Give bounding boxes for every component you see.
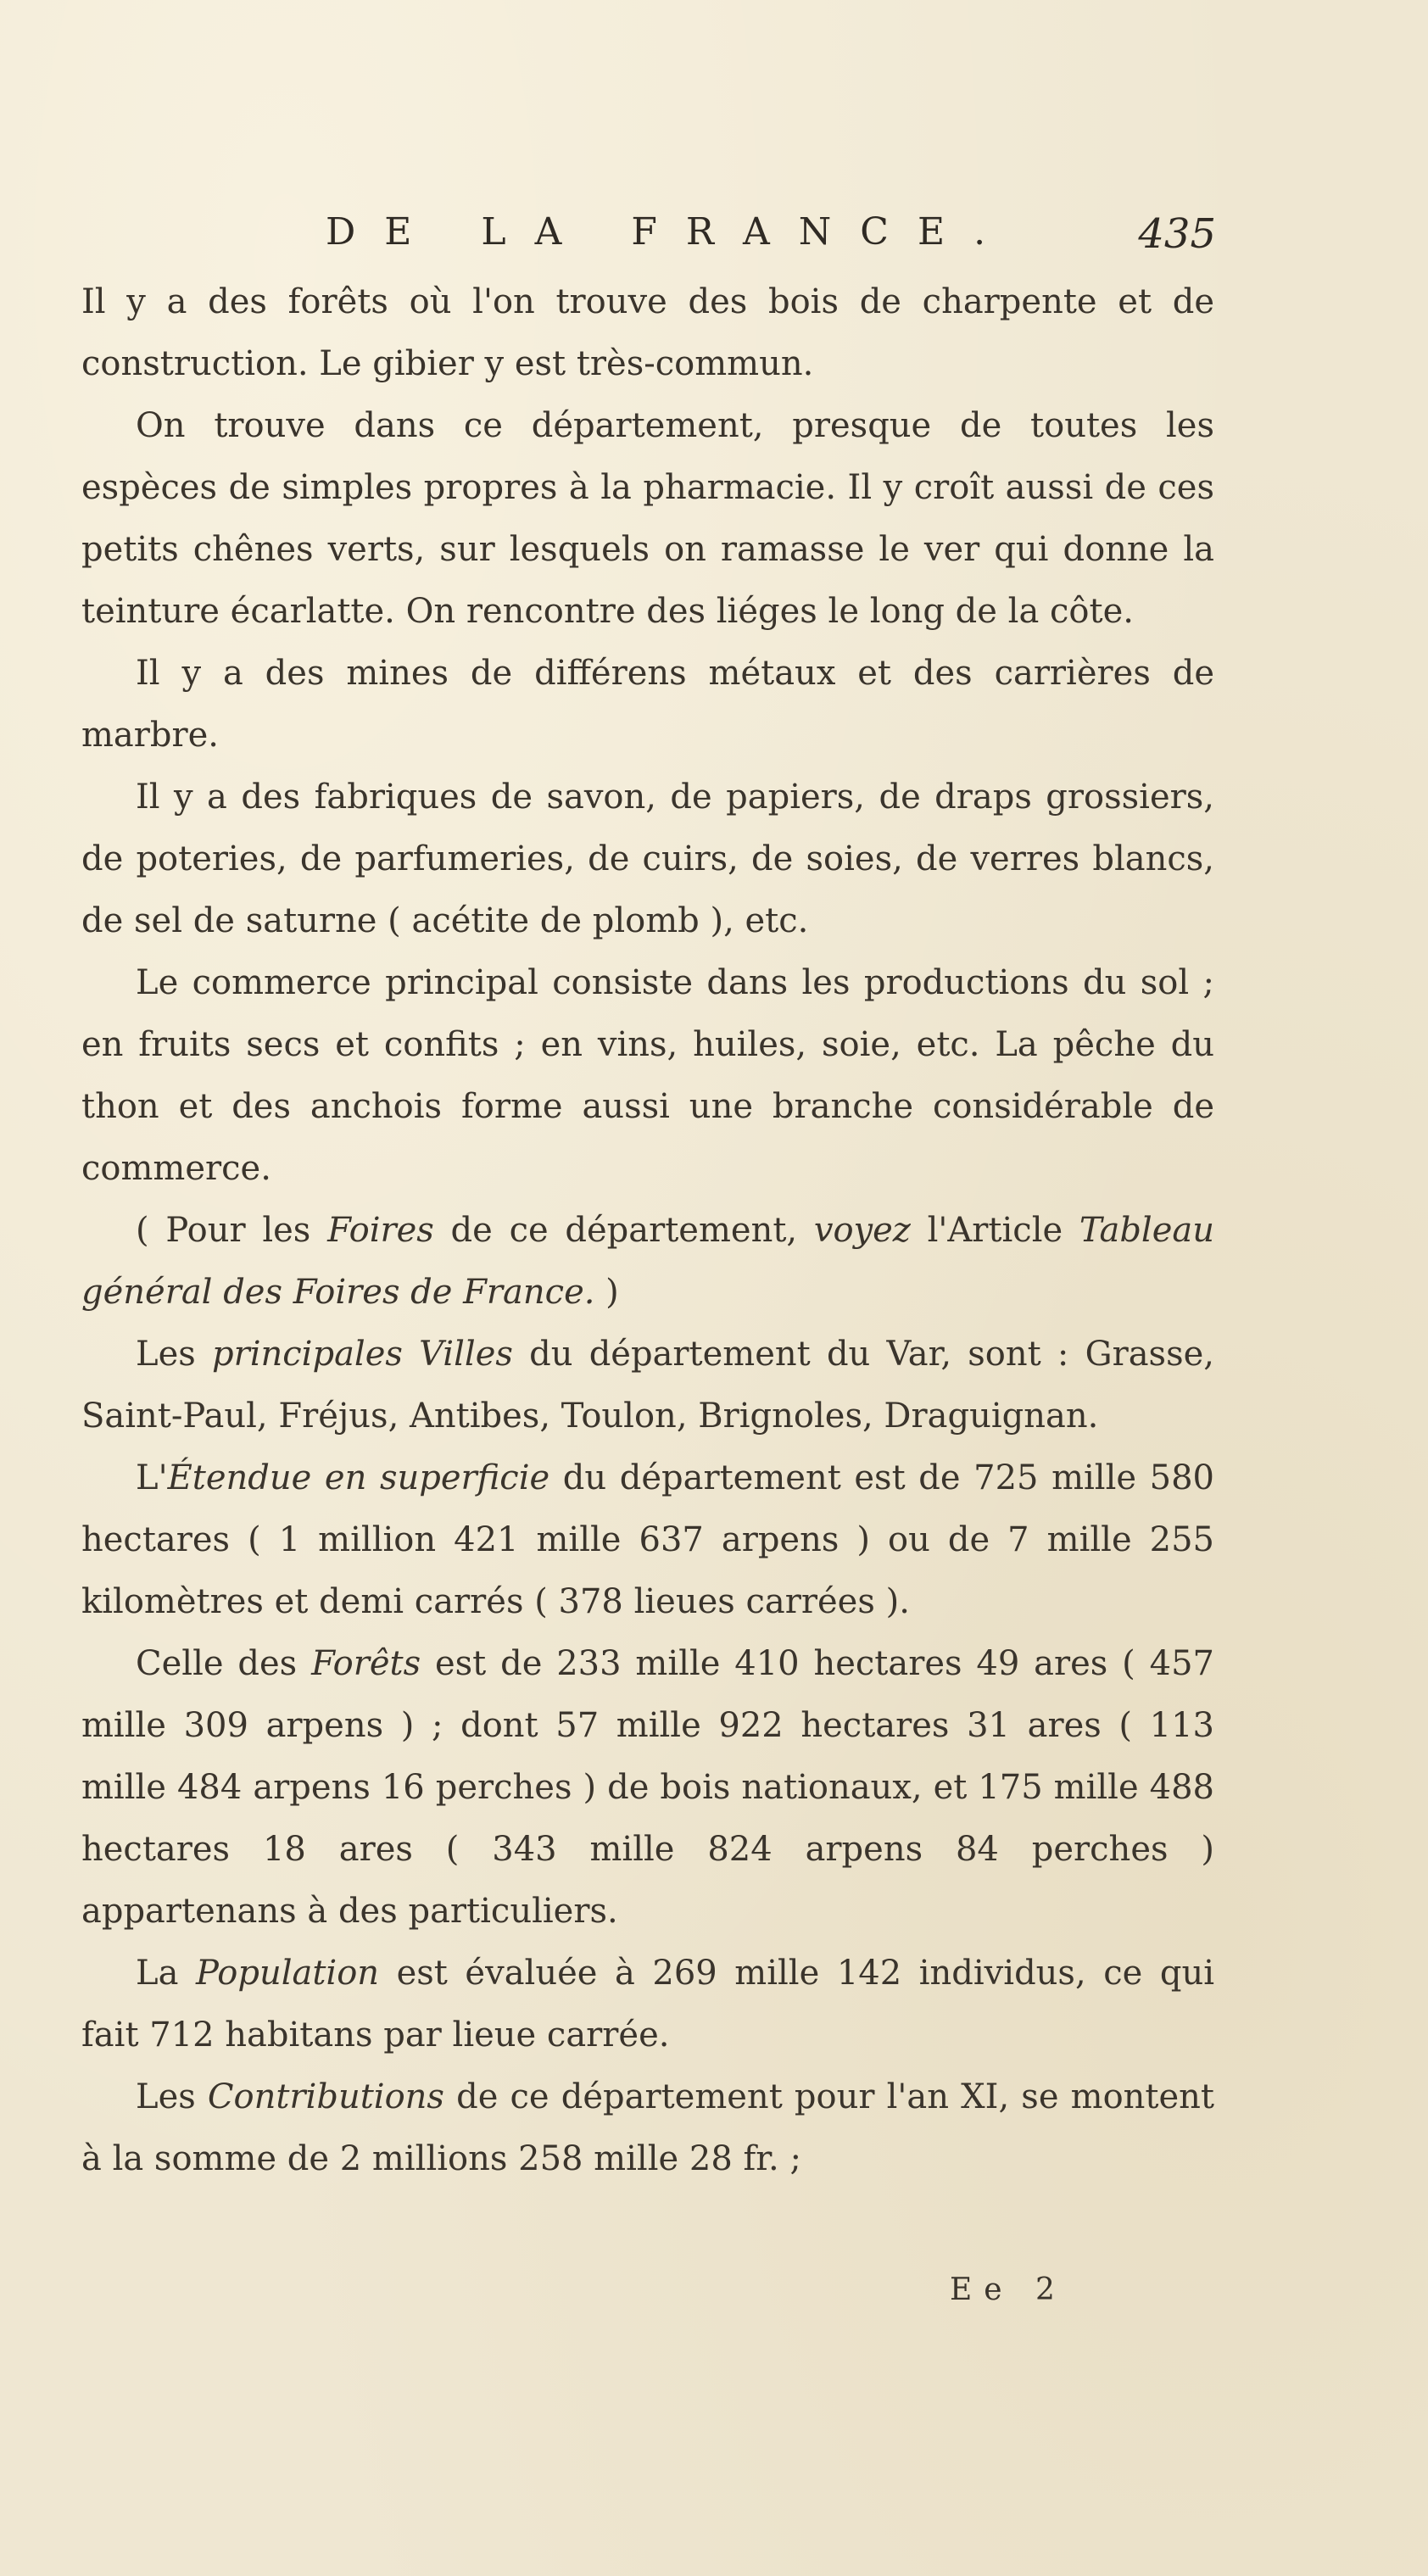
text-run: Il y a des forêts où l'on trouve des bois de charpente et de construction. Le gibier y est très-commun. bbox=[81, 282, 1214, 383]
italic-text: Forêts bbox=[311, 1644, 421, 1683]
paragraph bbox=[81, 643, 1214, 767]
italic-text: Tableau général des Foires de France. bbox=[81, 1211, 1214, 1312]
text-run: L' bbox=[136, 1458, 168, 1497]
paragraph bbox=[81, 395, 1214, 643]
text-run: l'Article bbox=[910, 1211, 1079, 1250]
italic-text: Contributions bbox=[207, 2077, 444, 2116]
paragraph bbox=[81, 1447, 1214, 1633]
text-run: La bbox=[136, 1954, 196, 1993]
paragraph bbox=[81, 271, 1214, 395]
signature-mark: Ee 2 bbox=[950, 2272, 1067, 2307]
paragraph bbox=[81, 1324, 1214, 1447]
text-run: On trouve dans ce département, presque de toutes les espèces de simples propres à la pharmacie. Il y croît aussi de ces petits chênes verts, sur lesquels on ramasse le ver qui donne la teinture écarlatte. On rencontre des liéges le long de la côte. bbox=[81, 406, 1214, 631]
text-run: Les bbox=[136, 1335, 212, 1374]
paragraph bbox=[81, 2066, 1214, 2190]
text-run: Il y a des mines de différens métaux et des carrières de marbre. bbox=[81, 654, 1214, 755]
italic-text: Population bbox=[195, 1954, 380, 1993]
text-run: du département est de 725 mille 580 hectares ( 1 million 421 mille 637 arpens ) ou de 7 mille 255 kilomètres et demi carrés ( 378 lieues carrées ). bbox=[81, 1458, 1215, 1621]
text-run: Il y a des fabriques de savon, de papiers, de draps grossiers, de poteries, de parfumeries, de cuirs, de soies, de verres blancs, de sel de saturne ( acétite de plomb ), etc. bbox=[81, 778, 1214, 940]
running-title: DE LA FRANCE. bbox=[326, 210, 1015, 254]
text-run: Celle des bbox=[136, 1644, 312, 1683]
text-run: Le commerce principal consiste dans les productions du sol ; en fruits secs et confits ; en vins, huiles, soie, etc. La pêche du thon et des anchois forme aussi une branche considérable de commerce. bbox=[81, 963, 1214, 1188]
italic-text: voyez bbox=[813, 1211, 911, 1250]
italic-text: principales Villes bbox=[211, 1335, 513, 1374]
paragraph bbox=[81, 767, 1214, 952]
italic-text: Foires bbox=[327, 1211, 434, 1250]
paragraph bbox=[81, 1200, 1214, 1324]
text-run: du département du Var, sont : Grasse, Saint-Paul, Fréjus, Antibes, Toulon, Brignoles, Draguignan. bbox=[81, 1335, 1214, 1436]
text-run: Les bbox=[136, 2077, 208, 2116]
italic-text: Étendue en superficie bbox=[167, 1458, 550, 1497]
text-run: est de 233 mille 410 hectares 49 ares ( 457 mille 309 arpens ) ; dont 57 mille 922 hectares 31 ares ( 113 mille 484 arpens 16 perches ) de bois nationaux, et 175 mille 488 hectares 18 ares ( 343 mille 824 arpens 84 perches ) appartenans à des particuliers. bbox=[81, 1644, 1214, 1931]
text-run: ( Pour les bbox=[136, 1211, 328, 1250]
paragraph bbox=[81, 952, 1214, 1200]
body-text bbox=[81, 271, 1214, 2190]
paragraph bbox=[81, 1633, 1214, 1943]
paragraph bbox=[81, 1943, 1214, 2066]
page-number: 435 bbox=[1138, 210, 1216, 258]
text-run: est évaluée à 269 mille 142 individus, ce qui fait 712 habitans par lieue carrée. bbox=[81, 1954, 1215, 2055]
text-run: ) bbox=[594, 1273, 619, 1312]
text-run: de ce département, bbox=[433, 1211, 814, 1250]
text-run: de ce département pour l'an XI, se montent à la somme de 2 millions 258 mille 28 fr. ; bbox=[81, 2077, 1214, 2178]
page-header bbox=[326, 210, 1216, 270]
